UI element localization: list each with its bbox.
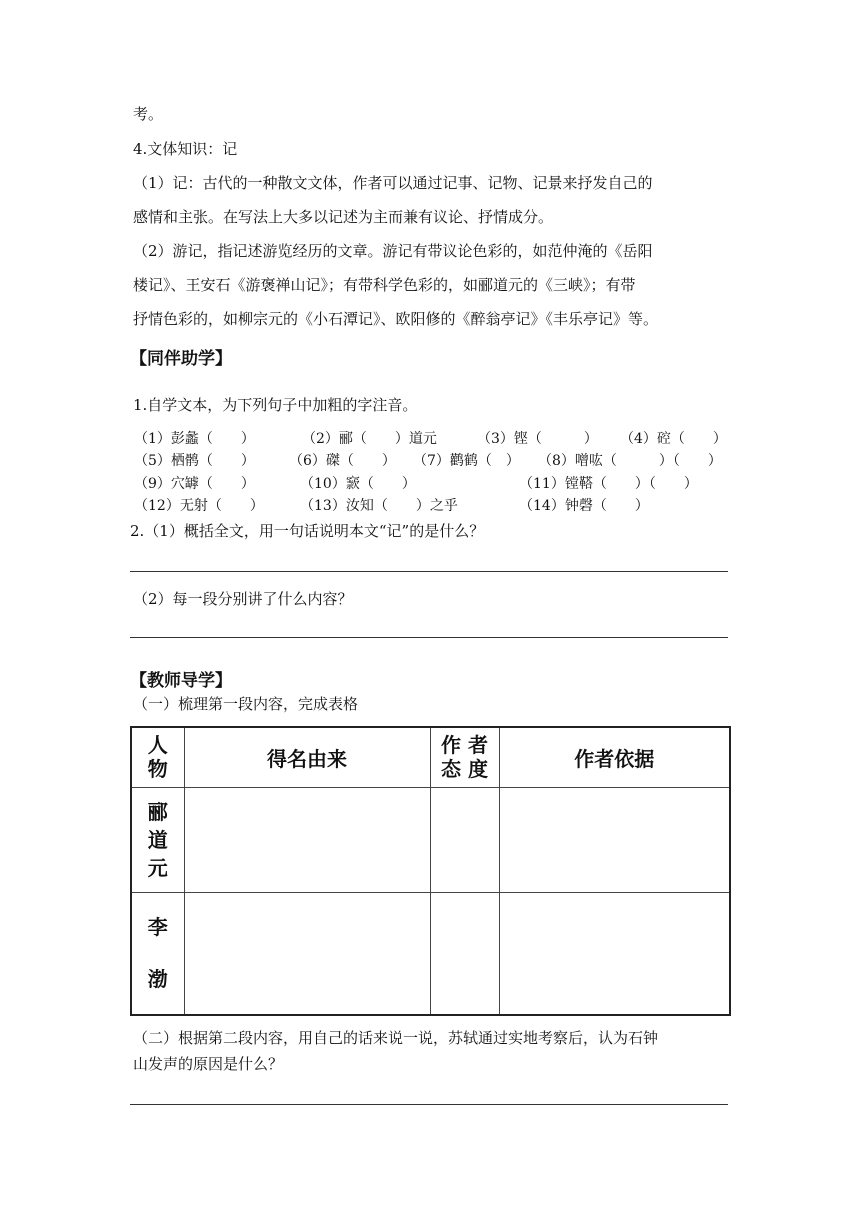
pinyin-item: （13）汝知（ ）之乎 (300, 498, 458, 514)
pinyin-item: （11）镗鞳（ ）（ ） (519, 476, 698, 492)
attitude-answer-cell[interactable] (430, 892, 499, 1015)
task-2-line-1: （二）根据第二段内容，用自己的话来说一说，苏轼通过实地考察后，认为石钟 (133, 1029, 659, 1047)
genre-paragraph-2-line-2: 楼记》、王安石《游褒禅山记》；有带科学色彩的，如郦道元的《三峡》；有带 (133, 276, 636, 294)
task-2-line-2: 山发声的原因是什么？ (133, 1055, 284, 1073)
header-basis (499, 727, 730, 787)
pinyin-item: （8）噌吰（ ）（ ） (538, 453, 722, 469)
genre-paragraph-2-line-3: 抒情色彩的，如柳宗元的《小石潭记》、欧阳修的《醉翁亭记》《丰乐亭记》等。 (133, 310, 659, 328)
origin-answer-cell[interactable] (184, 787, 430, 892)
table-row (131, 892, 730, 1015)
person-cell (131, 787, 184, 892)
pinyin-item: （5）栖鹘（ ） (134, 453, 255, 469)
pinyin-item: （9）穴罅（ ） (134, 476, 255, 492)
continuation-text: 考。 (133, 105, 164, 123)
header-person-label: 人物 (147, 733, 168, 782)
header-attitude-line-1: 作 者 (441, 733, 488, 758)
pinyin-item: （7）鹳鹤（ ） (413, 453, 520, 469)
answer-line (130, 637, 728, 638)
header-basis-label: 作者依据 (574, 746, 655, 771)
person-name: 李渤 (147, 915, 168, 992)
answer-line (130, 571, 728, 572)
pinyin-item: （3）铿（ ） (477, 431, 598, 447)
pinyin-item: （6）磔（ ） (289, 453, 396, 469)
genre-knowledge-title: 4.文体知识：记 (133, 140, 238, 158)
pinyin-item: （4）硿（ ） (620, 431, 727, 447)
pinyin-item: （1）彭蠡（ ） (134, 431, 255, 447)
genre-paragraph-1-line-1: （1）记：古代的一种散文文体，作者可以通过记事、记物、记景来抒发自己的 (133, 174, 653, 192)
table-row (131, 787, 730, 892)
person-cell (131, 892, 184, 1015)
pinyin-item: （10）窾（ ） (300, 476, 416, 492)
attitude-answer-cell[interactable] (430, 787, 499, 892)
header-attitude-line-2: 态 度 (441, 757, 488, 782)
basis-answer-cell[interactable] (499, 892, 730, 1015)
pinyin-item: （12）无射（ ） (134, 498, 264, 514)
header-attitude (430, 727, 499, 787)
peer-learning-heading: 【同伴助学】 (130, 349, 232, 369)
question-2-part-2: （2）每一段分别讲了什么内容？ (133, 590, 353, 608)
analysis-table (130, 726, 731, 1016)
question-1: 1.自学文本，为下列句子中加粗的字注音。 (133, 396, 418, 414)
person-name: 郦道元 (147, 799, 168, 880)
answer-line (130, 1104, 728, 1105)
genre-paragraph-1-line-2: 感情和主张。在写法上大多以记述为主而兼有议论、抒情成分。 (133, 208, 554, 226)
genre-paragraph-2-line-1: （2）游记，指记述游览经历的文章。游记有带议论色彩的，如范仲淹的《岳阳 (133, 242, 653, 260)
question-2: 2.（1）概括全文，用一句话说明本文“记”的是什么？ (130, 522, 485, 540)
table-header-row (131, 727, 730, 787)
teacher-guide-heading: 【教师导学】 (130, 671, 232, 691)
task-1-instruction: （一）梳理第一段内容，完成表格 (133, 695, 359, 713)
pinyin-item: （14）钟磬（ ） (519, 498, 649, 514)
header-person (131, 727, 184, 787)
header-origin-label: 得名由来 (267, 746, 347, 771)
basis-answer-cell[interactable] (499, 787, 730, 892)
origin-answer-cell[interactable] (184, 892, 430, 1015)
header-origin (184, 727, 430, 787)
pinyin-item: （2）郦（ ）道元 (302, 431, 437, 447)
